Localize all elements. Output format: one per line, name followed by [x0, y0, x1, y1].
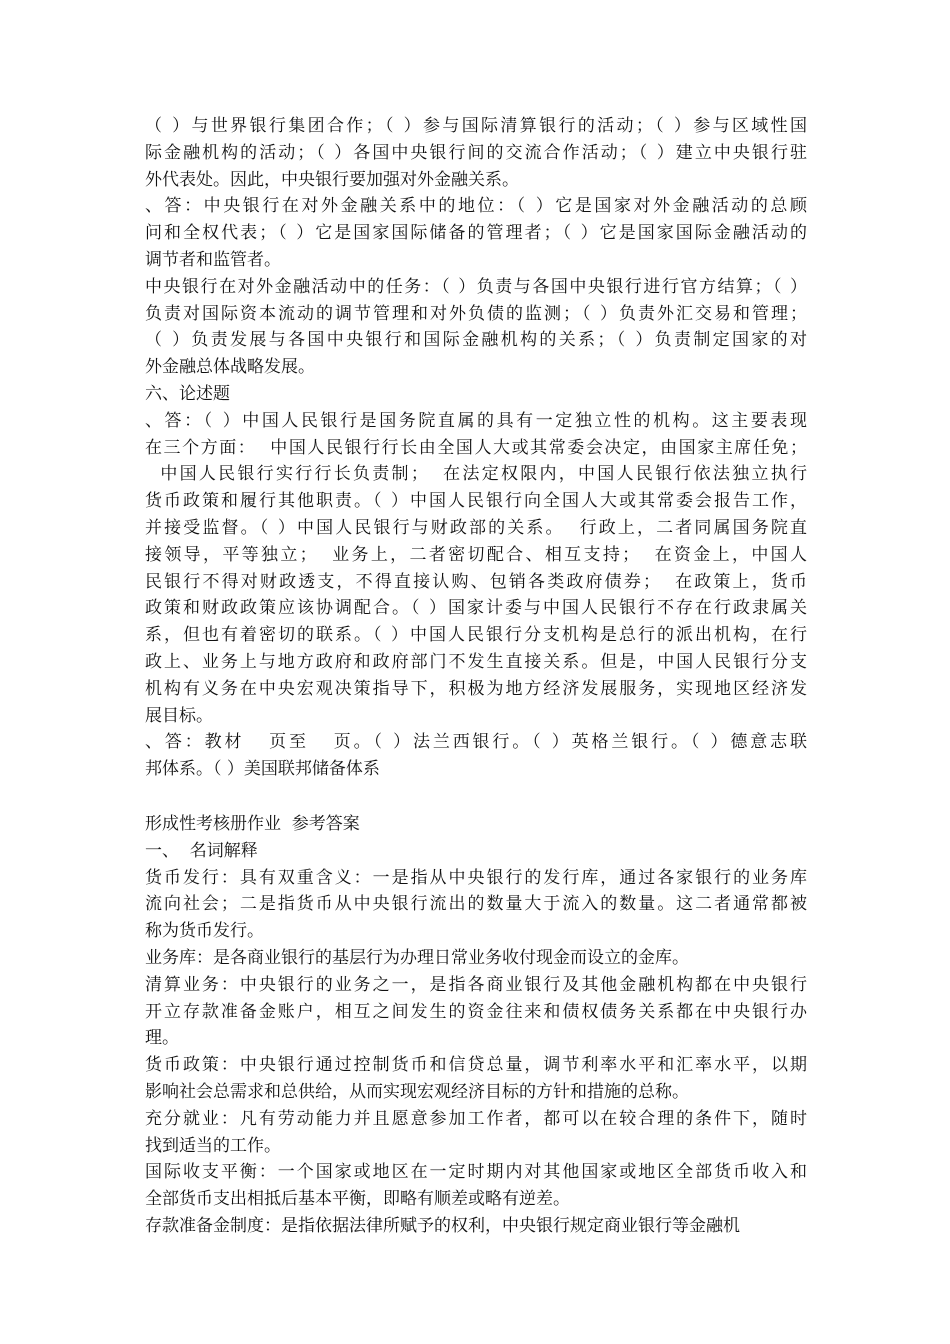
text-line: 流向社会；二是指货币从中央银行流出的数量大于流入的数量。这二者通常都被	[145, 894, 807, 915]
reference-answer-section	[145, 811, 807, 1240]
text-line: 充分就业：凡有劳动能力并且愿意参加工作者，都可以在较合理的条件下，随时	[145, 1108, 807, 1129]
text-line: 、答：教材 页至 页。（ ）法兰西银行。（ ）英格兰银行。（ ）德意志联	[145, 732, 807, 753]
text-line: 调节者和监管者。	[145, 249, 281, 270]
text-line: 民银行不得对财政透支，不得直接认购、包销各类政府债券； 在政策上，货币	[145, 571, 807, 592]
text-line: 在三个方面： 中国人民银行行长由全国人大或其常委会决定，由国家主席任免；	[145, 437, 807, 458]
text-line: 理。	[145, 1028, 179, 1049]
text-line: 业务库：是各商业银行的基层行为办理日常业务收付现金而设立的金库。	[145, 947, 689, 968]
text-line: 货币政策：中央银行通过控制货币和信贷总量，调节利率水平和汇率水平，以期	[145, 1055, 807, 1076]
text-line: 找到适当的工作。	[145, 1135, 281, 1156]
text-line: 负责对国际资本流动的调节管理和对外负债的监测；（ ）负责外汇交易和管理；	[145, 303, 807, 324]
text-line: 开立存款准备金账户，相互之间发生的资金往来和债权债务关系都在中央银行办	[145, 1001, 807, 1022]
text-line: 系，但也有着密切的联系。（ ）中国人民银行分支机构是总行的派出机构，在行	[145, 625, 807, 646]
text-line: 六、论述题	[145, 383, 230, 404]
text-line: 问和全权代表；（ ）它是国家国际储备的管理者；（ ）它是国家国际金融活动的	[145, 223, 807, 244]
text-line: （ ）与世界银行集团合作；（ ）参与国际清算银行的活动；（ ）参与区域性国	[145, 116, 807, 136]
text-line: 机构有义务在中央宏观决策指导下，积极为地方经济发展服务，实现地区经济发	[145, 678, 807, 699]
text-line: 货币政策和履行其他职责。（ ）中国人民银行向全国人大或其常委会报告工作，	[145, 491, 807, 512]
text-line: 政上、业务上与地方政府和政府部门不发生直接关系。但是，中国人民银行分支	[145, 651, 807, 672]
text-line: 中央银行在对外金融活动中的任务：（ ）负责与各国中央银行进行官方结算；（ ）	[145, 276, 807, 297]
text-line: 外代表处。因此，中央银行要加强对外金融关系。	[145, 169, 519, 190]
text-line: 称为货币发行。	[145, 921, 264, 942]
text-line: 政策和财政政策应该协调配合。（ ）国家计委与中国人民银行不存在行政隶属关	[145, 598, 807, 619]
text-line: 全部货币支出相抵后基本平衡，即略有顺差或略有逆差。	[145, 1189, 570, 1210]
text-line: 、答：中央银行在对外金融关系中的地位：（ ）它是国家对外金融活动的总顾	[145, 196, 807, 217]
text-line: 清算业务：中央银行的业务之一，是指各商业银行及其他金融机构都在中央银行	[145, 974, 807, 995]
text-line: （ ）负责发展与各国中央银行和国际金融机构的关系；（ ）负责制定国家的对	[145, 330, 807, 351]
text-line: 影响社会总需求和总供给，从而实现宏观经济目标的方针和措施的总称。	[145, 1081, 689, 1102]
text-line: 、答：（ ）中国人民银行是国务院直属的具有一定独立性的机构。这主要表现	[145, 410, 807, 431]
text-line: 际金融机构的活动；（ ）各国中央银行间的交流合作活动；（ ）建立中央银行驻	[145, 142, 807, 163]
text-line: 并接受监督。（ ）中国人民银行与财政部的关系。 行政上，二者同属国务院直	[145, 517, 807, 538]
text-line: 展目标。	[145, 705, 213, 726]
text-line: 国际收支平衡：一个国家或地区在一定时期内对其他国家或地区全部货币收入和	[145, 1162, 807, 1183]
text-line: 货币发行：具有双重含义：一是指从中央银行的发行库，通过各家银行的业务库	[145, 867, 807, 888]
text-line: 外金融总体战略发展。	[145, 357, 315, 378]
text-line: 中国人民银行实行行长负责制； 在法定权限内，中国人民银行依法独立执行	[145, 464, 807, 485]
answer-section-continued	[145, 113, 807, 783]
text-line: 邦体系。（ ）美国联邦储备体系	[145, 759, 380, 780]
text-line: 接领导，平等独立； 业务上，二者密切配合、相互支持； 在资金上，中国人	[145, 544, 807, 565]
text-line: 形成性考核册作业 参考答案	[145, 814, 360, 834]
text-line: 一、 名词解释	[145, 840, 258, 861]
text-line: 存款准备金制度：是指依据法律所赋予的权利，中央银行规定商业银行等金融机	[145, 1215, 740, 1236]
